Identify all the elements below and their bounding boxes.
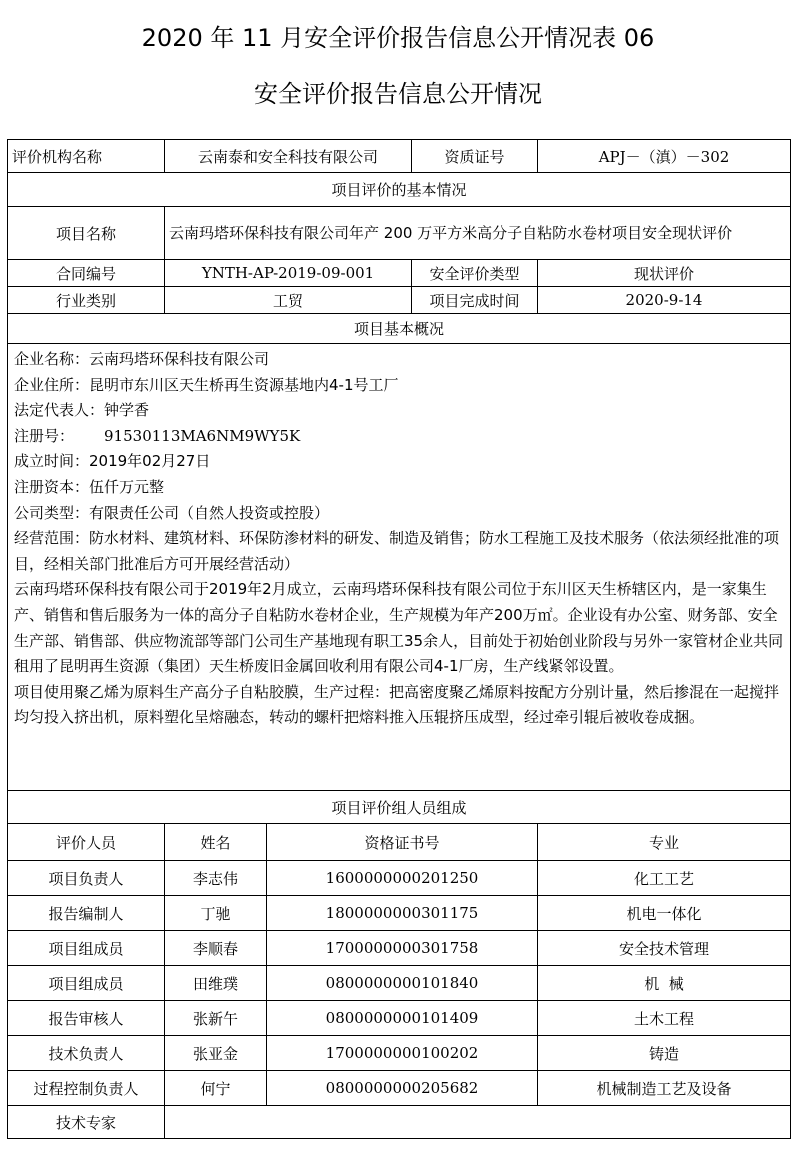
member-cert: 0800000000101840	[267, 966, 538, 1001]
contract-label: 合同编号	[8, 260, 165, 287]
team-header-major: 专业	[538, 824, 791, 861]
org-row	[8, 140, 791, 173]
table-row	[8, 931, 791, 966]
company-type-line: 公司类型：有限责任公司（自然人投资或控股）	[14, 503, 330, 522]
member-cert: 1800000000301175	[267, 896, 538, 931]
member-major: 机械制造工艺及设备	[538, 1071, 791, 1106]
company-description: 云南玛塔环保科技有限公司于2019年2月成立，云南玛塔环保科技有限公司位于东川区天生桥辖区内，是一家集生产、销售和售后服务为一体的高分子自粘防水卷材企业，生产规模为年产200万㎡。企业设有办公室、财务部、安全生产部、销售部、供应物流部等部门公司生产基地现有职工35余人，目前处于初始创业阶段与另外一家管材企业共同租用了昆明再生资源（集团）天生桥废旧金属回收利用有限公司4-1厂房，生产线紧邻设置。	[14, 580, 784, 676]
business-scope-line: 经营范围：防水材料、建筑材料、环保防渗材料的研发、制造及销售；防水工程施工及技术服务（依法须经批准的项目，经相关部门批准后方可开展经营活动）	[14, 529, 780, 573]
member-major: 机电一体化	[538, 896, 791, 931]
basic-heading: 项目评价的基本情况	[8, 173, 791, 207]
member-role: 过程控制负责人	[8, 1071, 165, 1106]
org-label: 评价机构名称	[8, 140, 165, 173]
industry-label: 行业类别	[8, 287, 165, 314]
industry-value: 工贸	[165, 287, 412, 314]
member-major: 土木工程	[538, 1001, 791, 1036]
member-name: 张亚金	[165, 1036, 267, 1071]
legal-rep-line: 法定代表人：钟学香	[14, 401, 150, 420]
team-heading: 项目评价组人员组成	[8, 791, 791, 824]
page-subtitle: 安全评价报告信息公开情况	[254, 80, 542, 108]
member-name: 李志伟	[165, 861, 267, 896]
member-cert: 0800000000205682	[267, 1071, 538, 1106]
team-header-row	[8, 824, 791, 861]
table-row	[8, 966, 791, 1001]
expert-value	[165, 1106, 791, 1139]
member-major: 安全技术管理	[538, 931, 791, 966]
member-role: 报告审核人	[8, 1001, 165, 1036]
member-cert: 1700000000301758	[267, 931, 538, 966]
eval-type-label: 安全评价类型	[412, 260, 538, 287]
registration-number: 91530113MA6NM9WY5K	[104, 426, 301, 445]
member-cert: 0800000000101409	[267, 1001, 538, 1036]
member-name: 田维璞	[165, 966, 267, 1001]
overview-body	[8, 344, 791, 791]
member-major: 化工工艺	[538, 861, 791, 896]
cert-number: APJ－（滇）－302	[538, 140, 791, 173]
member-name: 李顺春	[165, 931, 267, 966]
member-name: 张新午	[165, 1001, 267, 1036]
capital-line: 注册资本：伍仟万元整	[14, 477, 165, 496]
member-role: 报告编制人	[8, 896, 165, 931]
process-description: 项目使用聚乙烯为原料生产高分子自粘胶膜，生产过程：把高密度聚乙烯原料按配方分别计量，然后掺混在一起搅拌均匀投入挤出机，原料塑化呈熔融态，转动的螺杆把熔料推入压辊挤压成型，经过牵引辊后被收卷成捆。	[14, 682, 780, 727]
company-name-line: 企业名称：云南玛塔环保科技有限公司	[14, 350, 270, 368]
member-role: 项目负责人	[8, 861, 165, 896]
table-row	[8, 896, 791, 931]
address-line: 企业住所：昆明市东川区天生桥再生资源基地内4-1号工厂	[14, 375, 399, 394]
member-role: 技术负责人	[8, 1036, 165, 1071]
page-title: 2020 年 11 月安全评价报告信息公开情况表 06	[141, 24, 655, 52]
table-row	[8, 1071, 791, 1106]
table-row	[8, 1001, 791, 1036]
registration-label: 注册号：	[14, 426, 75, 445]
project-label: 项目名称	[8, 207, 165, 260]
member-major: 机 械	[538, 966, 791, 1001]
member-cert: 1600000000201250	[267, 861, 538, 896]
team-header-role: 评价人员	[8, 824, 165, 861]
team-header-cert: 资格证书号	[267, 824, 538, 861]
expert-label: 技术专家	[8, 1106, 165, 1139]
table-row	[8, 1036, 791, 1071]
member-role: 项目组成员	[8, 931, 165, 966]
founded-line: 成立时间：2019年02月27日	[14, 452, 211, 471]
eval-type-value: 现状评价	[538, 260, 791, 287]
project-name: 云南玛塔环保科技有限公司年产 200 万平方米高分子自粘防水卷材项目安全现状评价	[165, 207, 791, 260]
finish-label: 项目完成时间	[412, 287, 538, 314]
team-header-name: 姓名	[165, 824, 267, 861]
member-major: 铸造	[538, 1036, 791, 1071]
org-name: 云南泰和安全科技有限公司	[165, 140, 412, 173]
member-cert: 1700000000100202	[267, 1036, 538, 1071]
member-role: 项目组成员	[8, 966, 165, 1001]
expert-row	[8, 1106, 791, 1139]
member-name: 何宁	[165, 1071, 267, 1106]
finish-date: 2020-9-14	[538, 287, 791, 314]
overview-heading: 项目基本概况	[8, 314, 791, 344]
member-name: 丁驰	[165, 896, 267, 931]
table-row	[8, 861, 791, 896]
registration-line	[14, 424, 784, 450]
contract-number: YNTH-AP-2019-09-001	[165, 260, 412, 287]
cert-label: 资质证号	[412, 140, 538, 173]
disclosure-table	[7, 139, 791, 1139]
